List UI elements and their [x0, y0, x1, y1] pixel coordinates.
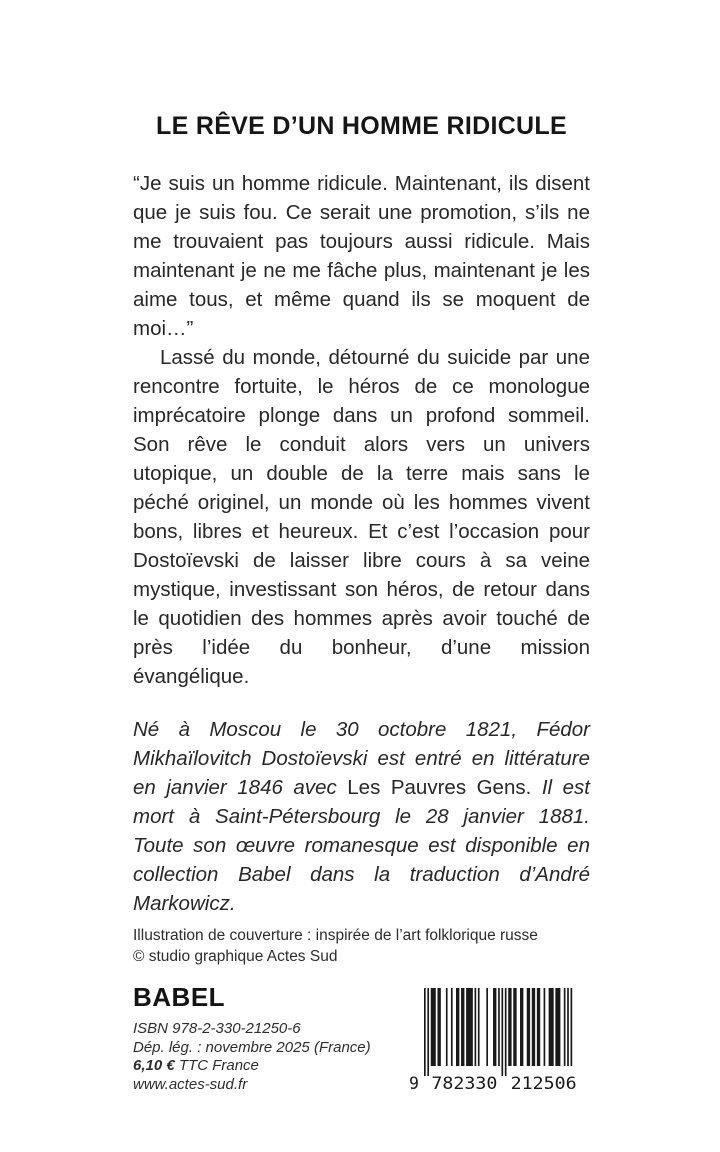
imprint-block — [133, 1020, 413, 1094]
synopsis-quote-paragraph: “Je suis un homme ridicule. Maintenant, ils disent que je suis fou. Ce serait une promotion, s’ils ne me trouvaient pas toujours aussi ridicule. Mais maintenant je ne me fâche plus, maintenant je les aime tous, et même quand ils se moquent de moi…” — [133, 172, 590, 340]
price-suffix: TTC France — [174, 1057, 259, 1074]
price-value: 6,10 € — [133, 1057, 175, 1074]
credit-copyright-line: © studio graphique Actes Sud — [133, 948, 338, 965]
barcode-bars-icon — [406, 988, 598, 1092]
publisher-website: www.actes-sud.fr — [133, 1075, 248, 1093]
cover-credits — [133, 925, 603, 967]
price-line — [133, 1057, 413, 1076]
svg-text:212506: 212506 — [510, 1074, 577, 1092]
isbn-line: ISBN 978-2-330-21250-6 — [133, 1020, 301, 1037]
svg-text:782330: 782330 — [431, 1074, 498, 1092]
ean13-barcode — [406, 988, 598, 1092]
book-title: LE RÊVE D’UN HOMME RIDICULE — [156, 112, 567, 140]
author-note-part2: Il est mort à Saint-Pétersbourg le 28 janvier 1881. Toute son œuvre romanesque est disponible en collection Babel dans la traduction d’André Markowicz. — [133, 776, 590, 915]
svg-text:9: 9 — [409, 1074, 419, 1092]
legal-deposit-line: Dép. lég. : novembre 2025 (France) — [133, 1038, 371, 1056]
author-note — [133, 715, 590, 918]
collection-logo: BABEL — [133, 982, 226, 1012]
synopsis-paragraph: Lassé du monde, détourné du suicide par une rencontre fortuite, le héros de ce monologue imprécatoire plonge dans un profond sommeil. Son rêve le conduit alors vers un univers utopique, un double de la terre mais sans le péché originel, un monde où les hommes vivent bons, libres et heureux. Et c’est l’occasion pour Dostoïevski de laisser libre cours à sa veine mystique, investissant son héros, de retour dans le quotidien des hommes après avoir touché de près l’idée du bonheur, d’une mission évangélique. — [133, 346, 590, 688]
referenced-book-title: Les Pauvres Gens. — [347, 776, 532, 799]
credit-illustration-line: Illustration de couverture : inspirée de l’art folklorique russe — [133, 927, 538, 944]
author-note-part1: Né à Moscou le 30 octobre 1821, Fédor Mikhaïlovitch Dostoïevski est entré en littérature en janvier 1846 avec — [133, 718, 590, 799]
synopsis-block — [133, 169, 590, 918]
